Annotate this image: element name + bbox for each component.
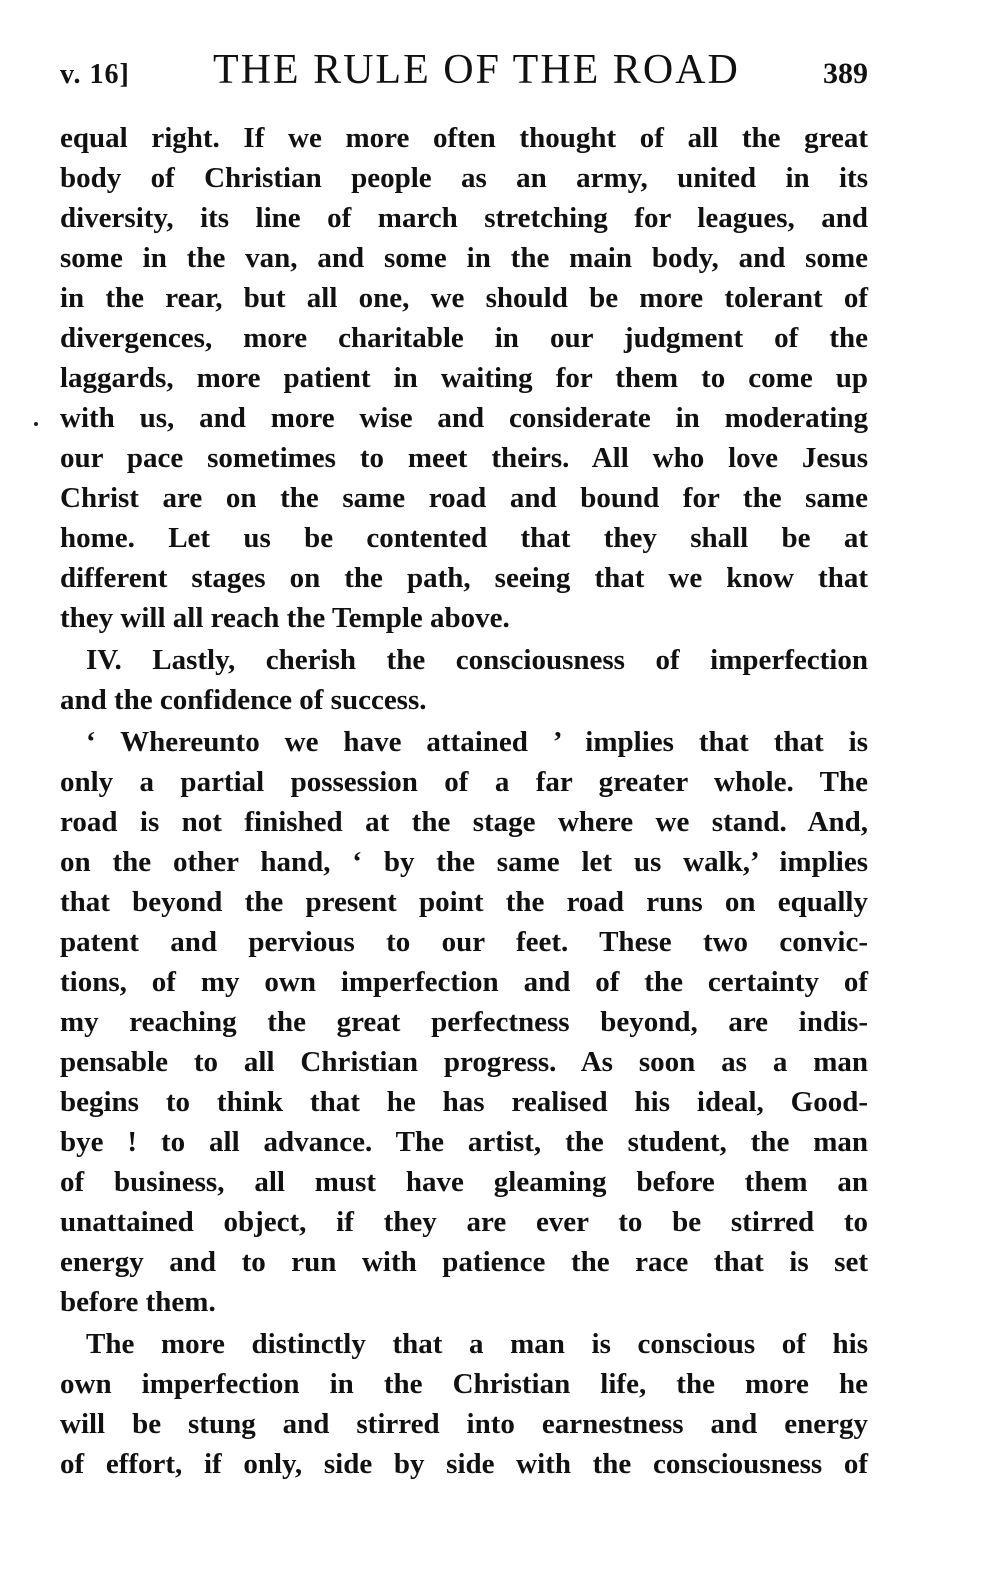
text-line: IV. Lastly, cherish the consciousness of imperfection bbox=[86, 644, 868, 676]
text-line: own imperfection in the Christian life, the more he bbox=[60, 1368, 868, 1400]
header-title: THE RULE OF THE ROAD bbox=[212, 47, 740, 93]
text-line: home. Let us be contented that they shall be at bbox=[60, 522, 868, 554]
text-line: divergences, more charitable in our judgment of the bbox=[60, 322, 868, 354]
text-line: ‘ Whereunto we have attained ’ implies that that is bbox=[86, 726, 868, 758]
text-line: road is not finished at the stage where we stand. And, bbox=[60, 806, 868, 838]
text-line: diversity, its line of march stretching for leagues, and bbox=[60, 202, 868, 234]
text-line: my reaching the great perfectness beyond, are indis- bbox=[60, 1006, 868, 1038]
text-line: tions, of my own imperfection and of the certainty of bbox=[60, 966, 868, 998]
text-line: they will all reach the Temple above. bbox=[60, 602, 510, 634]
text-line: different stages on the path, seeing that we know that bbox=[60, 562, 868, 594]
page-number: 389 bbox=[822, 57, 868, 90]
print-speck bbox=[34, 422, 38, 426]
body-text bbox=[60, 118, 868, 1484]
header-section-ref: v. 16] bbox=[60, 59, 130, 90]
text-line: of business, all must have gleaming before them an bbox=[60, 1166, 868, 1198]
running-header bbox=[60, 46, 868, 106]
text-line: unattained object, if they are ever to be stirred to bbox=[60, 1206, 868, 1238]
text-line: with us, and more wise and considerate in moderating bbox=[60, 402, 868, 434]
text-line: and the confidence of success. bbox=[60, 684, 427, 716]
text-line: only a partial possession of a far greater whole. The bbox=[60, 766, 868, 798]
text-line: that beyond the present point the road runs on equally bbox=[60, 886, 868, 918]
text-line: in the rear, but all one, we should be more tolerant of bbox=[60, 282, 868, 314]
text-line: equal right. If we more often thought of all the great bbox=[60, 122, 868, 154]
text-line: begins to think that he has realised his ideal, Good- bbox=[60, 1086, 868, 1118]
text-line: our pace sometimes to meet theirs. All who love Jesus bbox=[60, 442, 868, 474]
text-line: of effort, if only, side by side with the consciousness of bbox=[60, 1448, 868, 1480]
text-line: bye ! to all advance. The artist, the student, the man bbox=[60, 1126, 868, 1158]
text-line: Christ are on the same road and bound for the same bbox=[60, 482, 868, 514]
text-line: pensable to all Christian progress. As soon as a man bbox=[60, 1046, 868, 1078]
text-line: laggards, more patient in waiting for them to come up bbox=[60, 362, 868, 394]
text-line: body of Christian people as an army, united in its bbox=[60, 162, 868, 194]
text-line: patent and pervious to our feet. These two convic- bbox=[60, 926, 868, 958]
text-line: The more distinctly that a man is conscious of his bbox=[86, 1328, 868, 1360]
text-line: will be stung and stirred into earnestness and energy bbox=[60, 1408, 868, 1440]
text-line: some in the van, and some in the main body, and some bbox=[60, 242, 868, 274]
text-line: on the other hand, ‘ by the same let us walk,’ implies bbox=[60, 846, 868, 878]
text-line: energy and to run with patience the race that is set bbox=[60, 1246, 868, 1278]
text-line: before them. bbox=[60, 1286, 216, 1318]
